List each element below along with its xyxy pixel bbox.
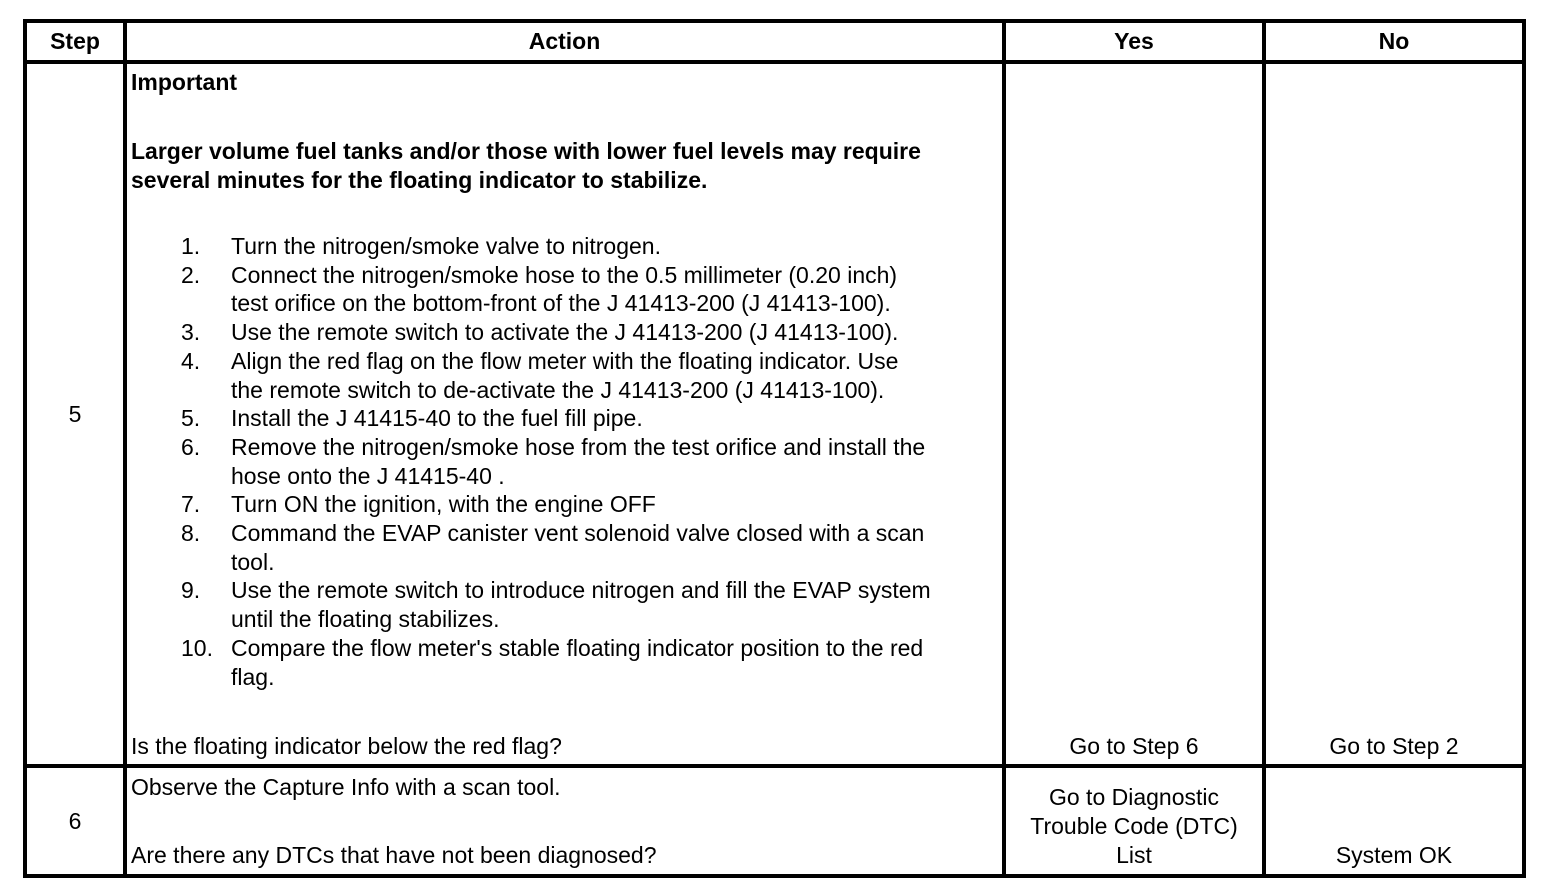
step-6-yes-link[interactable] — [1006, 783, 1262, 870]
item-text: Connect the nitrogen/smoke hose to the 0.5 millimeter (0.20 inch) — [231, 261, 898, 288]
item-number: 9. — [181, 577, 201, 604]
header-step: Step — [50, 28, 100, 54]
list-item — [181, 576, 1001, 633]
list-item — [181, 404, 1001, 433]
item-number: 10. — [181, 634, 213, 661]
item-text: Use the remote switch to introduce nitrogen and fill the EVAP system — [231, 577, 931, 604]
item-text: Turn the nitrogen/smoke valve to nitrogen. — [231, 233, 661, 259]
item-text: hose onto the J 41415-40 . — [231, 462, 505, 489]
list-item — [181, 433, 1001, 490]
header-no: No — [1378, 28, 1410, 54]
item-text: test orifice on the bottom-front of the J 41413-200 (J 41413-100). — [231, 290, 891, 317]
header-yes: Yes — [1114, 28, 1154, 54]
item-text: tool. — [231, 548, 275, 575]
list-item — [181, 232, 1001, 261]
step-6-observe: Observe the Capture Info with a scan tool. — [131, 774, 561, 800]
item-text: Remove the nitrogen/smoke hose from the test orifice and install the — [231, 433, 926, 460]
item-text: Compare the flow meter's stable floating indicator position to the red — [231, 634, 924, 661]
item-number: 1. — [181, 233, 201, 259]
list-item — [181, 519, 1001, 576]
step-number-6: 6 — [68, 808, 82, 834]
item-number: 6. — [181, 433, 201, 460]
list-item — [181, 634, 1001, 691]
item-text: the remote switch to de-activate the J 41413-200 (J 41413-100). — [231, 376, 885, 403]
item-text: Install the J 41415-40 to the fuel fill pipe. — [231, 405, 643, 432]
item-text: Align the red flag on the flow meter with the floating indicator. Use — [231, 347, 899, 374]
list-item — [181, 347, 1001, 404]
item-text: Command the EVAP canister vent solenoid valve closed with a scan — [231, 520, 925, 547]
header-action: Action — [528, 28, 601, 54]
item-number: 5. — [181, 405, 201, 432]
yes-line: Trouble Code (DTC) — [1030, 813, 1238, 839]
list-item — [181, 490, 1001, 519]
item-text: flag. — [231, 663, 275, 690]
item-text: until the floating stabilizes. — [231, 606, 500, 633]
list-item — [181, 261, 1001, 318]
item-number: 8. — [181, 520, 201, 547]
item-text: Turn ON the ignition, with the engine OFF — [231, 491, 656, 518]
item-number: 2. — [181, 261, 201, 288]
important-label: Important — [131, 69, 238, 95]
step-5-yes-link[interactable]: Go to Step 6 — [1069, 733, 1199, 759]
step-5-no-link[interactable]: Go to Step 2 — [1329, 733, 1459, 759]
important-text-line-2: several minutes for the floating indicator to stabilize. — [131, 167, 708, 193]
step-number-5: 5 — [68, 401, 82, 427]
step-5-question: Is the floating indicator below the red flag? — [131, 733, 562, 759]
important-text-line-1: Larger volume fuel tanks and/or those with lower fuel levels may require — [131, 138, 921, 164]
procedure-list — [181, 232, 1001, 691]
yes-line: Go to Diagnostic — [1048, 784, 1220, 810]
yes-line: List — [1116, 842, 1152, 868]
step-6-question: Are there any DTCs that have not been diagnosed? — [131, 842, 657, 868]
list-item — [181, 318, 1001, 347]
item-number: 7. — [181, 491, 201, 518]
item-text: Use the remote switch to activate the J 41413-200 (J 41413-100). — [231, 319, 899, 346]
item-number: 4. — [181, 347, 201, 374]
step-6-no-link[interactable]: System OK — [1335, 842, 1453, 868]
item-number: 3. — [181, 319, 201, 346]
